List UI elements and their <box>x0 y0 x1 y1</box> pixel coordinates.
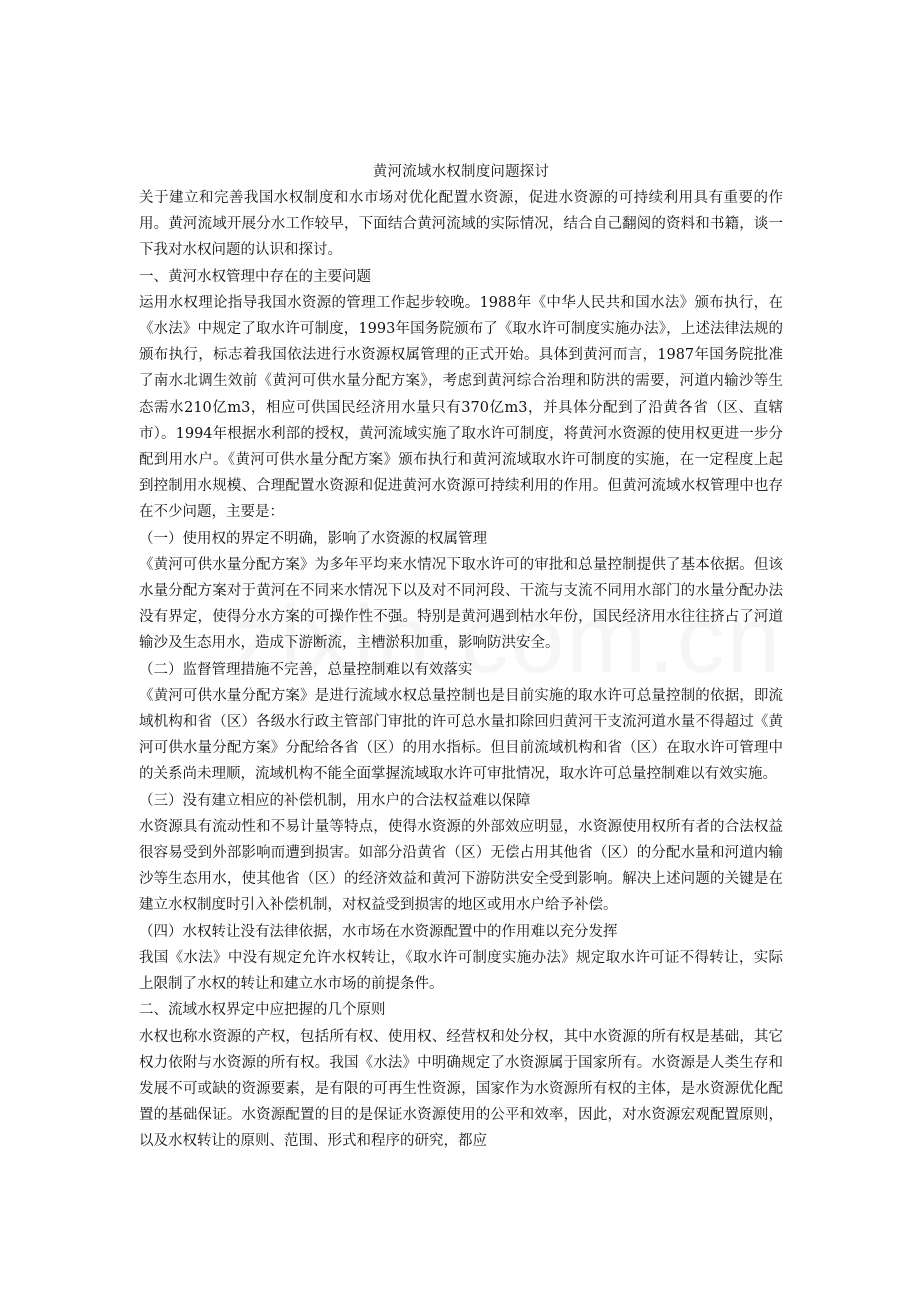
section-heading: （四）水权转让没有法律依据，水市场在水资源配置中的作用难以充分发挥 <box>139 923 618 940</box>
paragraph: 水资源具有流动性和不易计量等特点，使得水资源的外部效应明显，水资源使用权所有者的合法权益很容易受到外部影响而遭到损害。如部分沿黄省（区）无偿占用其他省（区）的分配水量和河道内输沙等生态用水，使其他省（区）的经济效益和黄河下游防洪安全受到影响。解决上述问题的关键是在建立水权制度时引入补偿机制，对权益受到损害的地区或用水户给予补偿。 <box>139 818 783 914</box>
document-page <box>139 160 783 1155</box>
paragraph: 关于建立和完善我国水权制度和水市场对优化配置水资源，促进水资源的可持续利用具有重要的作用。黄河流域开展分水工作较早，下面结合黄河流域的实际情况，结合自己翻阅的资料和书籍，谈一下我对水权问题的认识和探讨。 <box>139 190 783 259</box>
paragraph: 水权也称水资源的产权，包括所有权、使用权、经营权和处分权，其中水资源的所有权是基础，其它权力依附与水资源的所有权。我国《水法》中明确规定了水资源属于国家所有。水资源是人类生存和发展不可或缺的资源要素，是有限的可再生性资源，国家作为水资源所有权的主体，是水资源优化配置的基础保证。水资源配置的目的是保证水资源使用的公平和效率，因此，对水资源宏观配置原则，以及水权转让的原则、范围、形式和程序的研究，都应 <box>139 1028 783 1150</box>
section-heading: （三）没有建立相应的补偿机制，用水户的合法权益难以保障 <box>139 792 531 809</box>
document-title: 黄河流域水权制度问题探讨 <box>372 164 550 180</box>
section-heading: 一、黄河水权管理中存在的主要问题 <box>139 268 371 285</box>
section-heading: （二）监督管理措施不完善，总量控制难以有效落实 <box>139 661 473 678</box>
document-body <box>139 185 783 1155</box>
paragraph: 《黄河可供水量分配方案》为多年平均来水情况下取水许可的审批和总量控制提供了基本依据。但该水量分配方案对于黄河在不同来水情况下以及对不同河段、干流与支流不同用水部门的水量分配办法没有界定，使得分水方案的可操作性不强。特别是黄河遇到枯水年份，国民经济用水往往挤占了河道输沙及生态用水，造成下游断流，主槽淤积加重，影响防洪安全。 <box>139 556 783 652</box>
paragraph: 我国《水法》中没有规定允许水权转让，《取水许可制度实施办法》规定取水许可证不得转让，实际上限制了水权的转让和建立水市场的前提条件。 <box>139 949 783 993</box>
section-heading: 二、流域水权界定中应把握的几个原则 <box>139 1002 386 1019</box>
paragraph: 《黄河可供水量分配方案》是进行流域水权总量控制也是目前实施的取水许可总量控制的依据，即流域机构和省（区）各级水行政主管部门审批的许可总水量扣除回归黄河干支流河道水量不得超过《黄河可供水量分配方案》分配给各省（区）的用水指标。但目前流域机构和省（区）在取水许可管理中的关系尚未理顺，流域机构不能全面掌握流域取水许可审批情况，取水许可总量控制难以有效实施。 <box>139 687 783 783</box>
section-heading: （一）使用权的界定不明确，影响了水资源的权属管理 <box>139 530 487 547</box>
paragraph: 运用水权理论指导我国水资源的管理工作起步较晚。1988年《中华人民共和国水法》颁布执行，在《水法》中规定了取水许可制度，1993年国务院颁布了《取水许可制度实施办法》，上述法律法规的颁布执行，标志着我国依法进行水资源权属管理的正式开始。具体到黄河而言，1987年国务院批准了南水北调生效前《黄河可供水量分配方案》，考虑到黄河综合治理和防洪的需要，河道内输沙等生态需水210亿m3，相应可供国民经济用水量只有370亿m3，并具体分配到了沿黄各省（区、直辖市）。1994年根据水利部的授权，黄河流域实施了取水许可制度，将黄河水资源的使用权更进一步分配到用水户。《黄河可供水量分配方案》颁布执行和黄河流域取水许可制度的实施，在一定程度上起到控制用水规模、合理配置水资源和促进黄河水资源可持续利用的作用。但黄河流域水权管理中也存在不少问题，主要是： <box>139 294 783 521</box>
